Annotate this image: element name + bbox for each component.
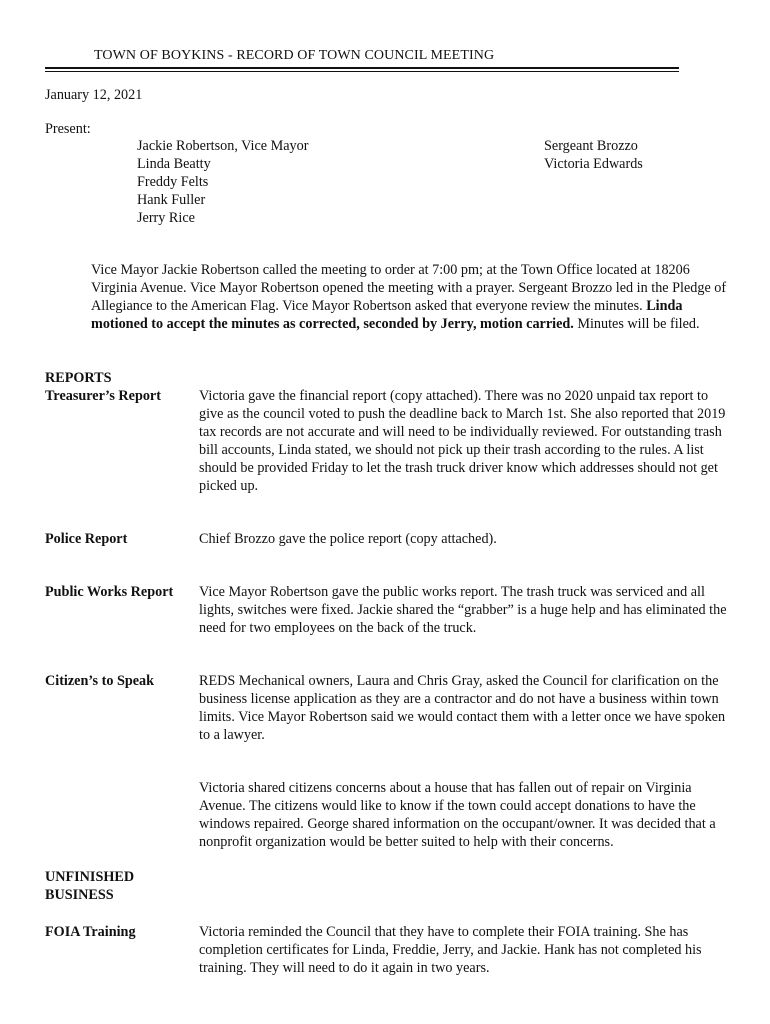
present-label: Present: — [45, 121, 91, 137]
attendee: Victoria Edwards — [544, 156, 643, 172]
unfinished-heading-line1: UNFINISHED — [45, 869, 135, 885]
attendee: Linda Beatty — [137, 156, 211, 172]
header-rule-thick — [45, 67, 679, 69]
attendee: Freddy Felts — [137, 174, 209, 190]
public-works-text: Vice Mayor Robertson gave the public works report. The trash truck was serviced and all lights, switches were fixed. Jackie shared the “grabber” is a huge help and has eliminated the need for two employees on the back of the truck. — [199, 584, 727, 636]
intro-text: Vice Mayor Jackie Robertson called the meeting to order at 7:00 pm; at the Town Office located at 18206 Virginia Avenue. Vice Mayor Robertson opened the meeting with a prayer. Sergeant Brozzo led in the Pledge of Allegiance to the American Flag. Vice Mayor Robertson asked that everyone review the minutes. — [91, 262, 727, 314]
foia-training-label: FOIA Training — [45, 924, 136, 940]
opening-paragraph — [91, 261, 731, 333]
attendee-list-right — [544, 137, 643, 173]
police-report-text: Chief Brozzo gave the police report (copy attached). — [199, 531, 497, 547]
treasurer-report-label: Treasurer’s Report — [45, 388, 161, 404]
header-rule-thin — [45, 71, 679, 72]
citizens-text-2: Victoria shared citizens concerns about a house that has fallen out of repair on Virginia Avenue. The citizens would like to know if the town could accept donations to have the windows repaired. George shared information on the occupant/owner. It was decided that a nonprofit organization would be better suited to help with their concerns. — [199, 780, 716, 850]
motion-text: Linda motioned to accept the minutes as corrected, seconded by Jerry, motion carried. — [91, 298, 683, 332]
intro-after: Minutes will be filed. — [573, 316, 700, 332]
document-title: TOWN OF BOYKINS - RECORD OF TOWN COUNCIL MEETING — [94, 48, 495, 63]
foia-training-text: Victoria reminded the Council that they have to complete their FOIA training. She has completion certificates for Linda, Freddie, Jerry, and Jackie. Hank has not completed his training. They will need to do it again in two years. — [199, 924, 702, 976]
attendee-list-left — [137, 137, 308, 227]
attendee: Sergeant Brozzo — [544, 138, 638, 154]
citizens-label: Citizen’s to Speak — [45, 673, 155, 689]
treasurer-report-text: Victoria gave the financial report (copy attached). There was no 2020 unpaid tax report to give as the council voted to push the deadline back to March 1st. She also reported that 2019 tax records are not accurate and will need to be individually reviewed. For outstanding trash bill accounts, Linda stated, we should not pick up their trash according to the rules. A list should be provided Friday to let the trash truck driver know which addresses should not get picked up. — [199, 388, 726, 494]
attendee: Jerry Rice — [137, 210, 195, 226]
meeting-date: January 12, 2021 — [45, 87, 143, 103]
police-report-label: Police Report — [45, 531, 128, 547]
attendee: Hank Fuller — [137, 192, 206, 208]
reports-heading: REPORTS — [45, 370, 112, 386]
public-works-label: Public Works Report — [45, 584, 174, 600]
citizens-text: REDS Mechanical owners, Laura and Chris Gray, asked the Council for clarification on the business license application as they are a contractor and do not have a business within town limits. Vice Mayor Robertson said we would contact them with a letter once we have spoken to a lawyer. — [199, 673, 726, 743]
attendee: Jackie Robertson, Vice Mayor — [137, 138, 309, 154]
unfinished-heading-line2: BUSINESS — [45, 887, 114, 903]
